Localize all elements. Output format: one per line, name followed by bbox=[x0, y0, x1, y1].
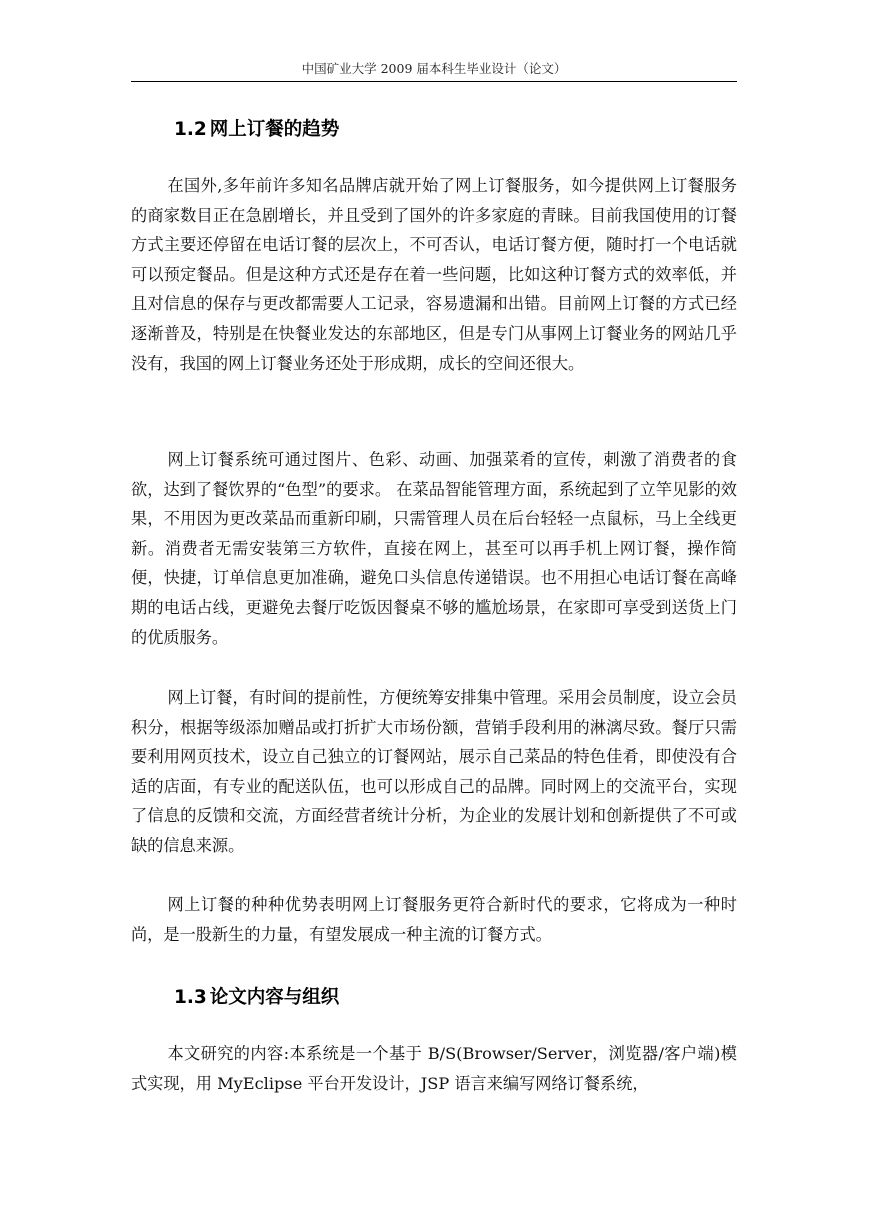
section-title: 论文内容与组织 bbox=[209, 987, 340, 1008]
section-heading-1-2 bbox=[174, 118, 339, 142]
header-rule bbox=[131, 81, 737, 82]
section-number: 1.2 bbox=[174, 119, 207, 140]
section-heading-1-3 bbox=[174, 986, 339, 1010]
paragraph: 本文研究的内容:本系统是一个基于 B/S(Browser/Server，浏览器/客户端)模式实现，用 MyEclipse 平台开发设计，JSP 语言来编写网络订餐系统， bbox=[131, 1044, 737, 1093]
paragraph: 在国外,多年前许多知名品牌店就开始了网上订餐服务，如今提供网上订餐服务的商家数目正在急剧增长，并且受到了国外的许多家庭的青睐。目前我国使用的订餐方式主要还停留在电话订餐的层次上，不可否认，电话订餐方便，随时打一个电话就可以预定餐品。但是这种方式还是存在着一些问题，比如这种订餐方式的效率低，并且对信息的保存与更改都需要人工记录，容易遗漏和出错。目前网上订餐的方式已经逐渐普及，特别是在快餐业发达的东部地区，但是专门从事网上订餐业务的网站几乎没有，我国的网上订餐业务还处于形成期，成长的空间还很大。 bbox=[131, 176, 737, 373]
paragraph: 网上订餐，有时间的提前性，方便统筹安排集中管理。采用会员制度，设立会员积分，根据等级添加赠品或打折扩大市场份额，营销手段利用的淋漓尽致。餐厅只需要利用网页技术，设立自己独立的订餐网站，展示自己菜品的特色佳肴，即使没有合适的店面，有专业的配送队伍，也可以形成自己的品牌。同时网上的交流平台，实现了信息的反馈和交流，方面经营者统计分析，为企业的发展计划和创新提供了不可或缺的信息来源。 bbox=[131, 688, 737, 855]
section-number: 1.3 bbox=[174, 987, 207, 1008]
section-title: 网上订餐的趋势 bbox=[209, 119, 340, 140]
running-header: 中国矿业大学 2009 届本科生毕业设计（论文） bbox=[301, 61, 567, 76]
paragraph: 网上订餐的种种优势表明网上订餐服务更符合新时代的要求，它将成为一种时尚，是一股新生的力量，有望发展成一种主流的订餐方式。 bbox=[131, 895, 737, 944]
paragraph: 网上订餐系统可通过图片、色彩、动画、加强菜肴的宣传，刺激了消费者的食欲，达到了餐饮界的“色型”的要求。 在菜品智能管理方面，系统起到了立竿见影的效果，不用因为更改菜品而重新印刷，只需管理人员在后台轻轻一点鼠标，马上全线更新。消费者无需安装第三方软件，直接在网上，甚至可以再手机上网订餐，操作简便，快捷，订单信息更加准确，避免口头信息传递错误。也不用担心电话订餐在高峰期的电话占线，更避免去餐厅吃饭因餐桌不够的尴尬场景，在家即可享受到送货上门的优质服务。 bbox=[131, 450, 737, 647]
